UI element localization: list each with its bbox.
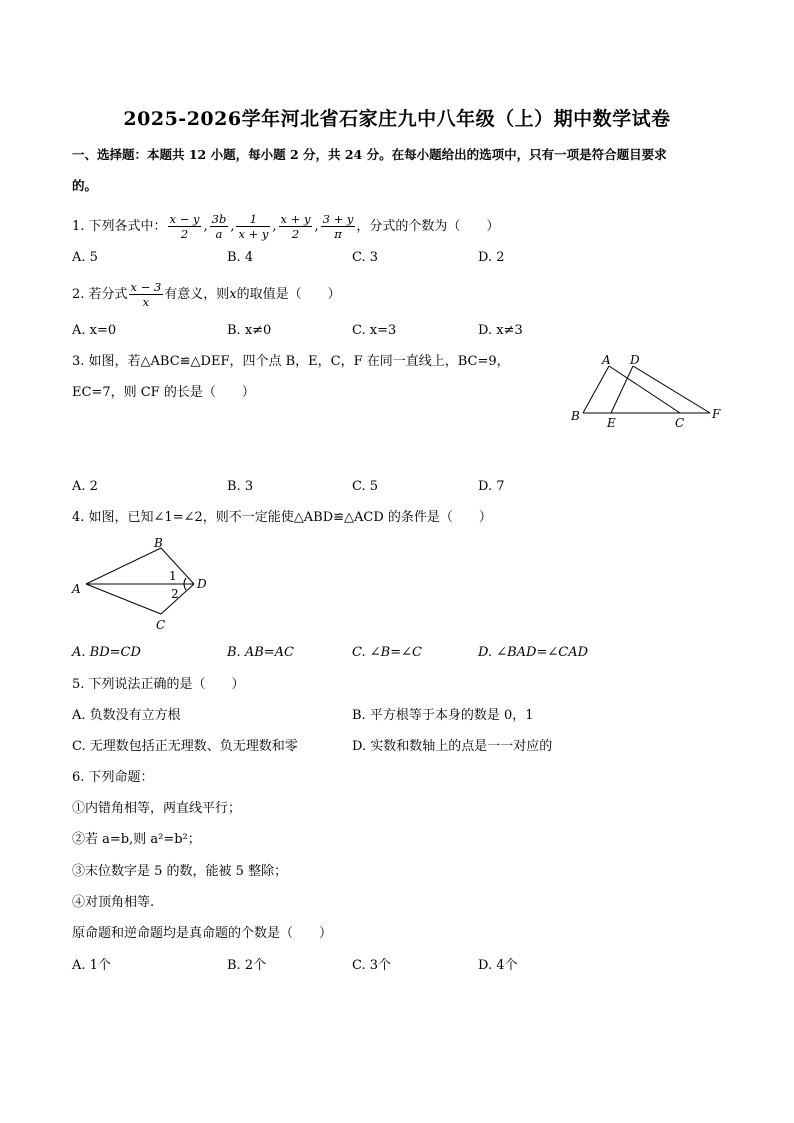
label-b: B	[571, 409, 580, 423]
question-1-prefix: 1. 下列各式中：	[72, 219, 167, 234]
q5-option-a[interactable]: A. 负数没有立方根	[72, 708, 181, 723]
label-b: B	[154, 536, 163, 550]
label-a: A	[602, 353, 611, 367]
q6-option-c[interactable]: C. 3个	[352, 958, 392, 973]
q1-option-a[interactable]: A. 5	[72, 250, 98, 265]
q5-option-b[interactable]: B. 平方根等于本身的数是 0，1	[352, 708, 534, 723]
q5-option-d[interactable]: D. 实数和数轴上的点是一一对应的	[352, 739, 553, 754]
q4-option-c[interactable]: C. ∠B=∠C	[352, 645, 422, 660]
q3-option-c[interactable]: C. 5	[352, 479, 379, 494]
proposition-4: ④对顶角相等.	[72, 895, 155, 910]
fraction-3: $\frac{1}{x + y}$	[238, 212, 269, 241]
exam-title: 2025-2026学年河北省石家庄九中八年级（上）期中数学试卷	[123, 108, 671, 130]
kite-figure-q4	[66, 534, 216, 634]
q1-option-c[interactable]: C. 3	[352, 250, 379, 265]
fraction-4: $\frac{x + y}{2}$	[280, 212, 311, 241]
q4-option-a[interactable]: A. BD=CD	[72, 645, 141, 660]
q6-option-a[interactable]: A. 1个	[72, 958, 111, 973]
angle-1-label: 1	[169, 569, 177, 583]
proposition-3: ③末位数字是 5 的数，能被 5 整除；	[72, 864, 288, 879]
q6-option-d[interactable]: D. 4个	[478, 958, 518, 973]
fraction-2: $\frac{3b}{a}$	[211, 212, 227, 241]
q2-option-a[interactable]: A. x=0	[72, 323, 117, 338]
q2-option-c[interactable]: C. x=3	[352, 323, 397, 338]
fraction-1: $\frac{x - y}{2}$	[169, 212, 200, 241]
question-6-prompt: 原命题和逆命题均是真命题的个数是（ ）	[72, 926, 333, 941]
question-2: 2. 若分式 $\frac{x - 3}{x}$ 有意义，则x的取值是（ ）	[72, 280, 341, 309]
proposition-1: ①内错角相等，两直线平行；	[72, 801, 242, 816]
q4-option-d[interactable]: D. ∠BAD=∠CAD	[478, 645, 589, 660]
question-5-line-1: 5. 下列说法正确的是（ ）	[72, 677, 245, 692]
proposition-2: ②若 a=b,则 a²=b²；	[72, 832, 201, 847]
label-d: D	[630, 353, 640, 367]
q3-option-a[interactable]: A. 2	[72, 479, 98, 494]
question-6-line-1: 6. 下列命题：	[72, 770, 154, 785]
q3-option-b[interactable]: B. 3	[227, 479, 254, 494]
q3-option-d[interactable]: D. 7	[478, 479, 505, 494]
q6-option-b[interactable]: B. 2个	[227, 958, 267, 973]
label-a: A	[72, 582, 81, 596]
label-c: C	[156, 618, 166, 632]
question-1-suffix: ，分式的个数为（ ）	[356, 219, 500, 234]
fraction-5: $\frac{3 + y}{\pi}$	[322, 212, 354, 241]
q1-option-b[interactable]: B. 4	[227, 250, 254, 265]
q2-option-d[interactable]: D. x≠3	[478, 323, 523, 338]
section-heading-cont: 的。	[72, 178, 98, 193]
fraction-q2: $\frac{x - 3}{x}$	[130, 280, 162, 309]
q5-option-c[interactable]: C. 无理数包括正无理数、负无理数和零	[72, 739, 298, 754]
question-4-line-1: 4. 如图，已知∠1=∠2，则不一定能使△ABD≌△ACD 的条件是（ ）	[72, 510, 492, 525]
angle-2-label: 2	[171, 587, 179, 601]
question-3-line-1: 3. 如图，若△ABC≌△DEF，四个点 B，E，C，F 在同一直线上，BC=9，	[72, 354, 510, 369]
question-3-line-2: EC=7，则 CF 的长是（ ）	[72, 385, 255, 400]
section-heading: 一、选择题：本题共 12 小题，每小题 2 分，共 24 分。在每小题给出的选项中，只有一项是符合题目要求	[72, 147, 667, 162]
label-c: C	[675, 416, 685, 430]
label-f: F	[712, 407, 721, 421]
label-d: D	[197, 577, 207, 591]
question-1: 1. 下列各式中： $\frac{x - y}{2}$ , $\frac{3b}{a}$ , $\frac{1}{x + y}$ , $\frac{x + y}{2}$ , $\frac{3 + y}{\pi}$ ，分式的个数为（ ）	[72, 212, 500, 241]
q2-option-b[interactable]: B. x≠0	[227, 323, 272, 338]
label-e: E	[607, 416, 616, 430]
triangle-figure-q3	[565, 348, 730, 433]
q4-option-b[interactable]: B. AB=AC	[227, 645, 294, 660]
q1-option-d[interactable]: D. 2	[478, 250, 505, 265]
